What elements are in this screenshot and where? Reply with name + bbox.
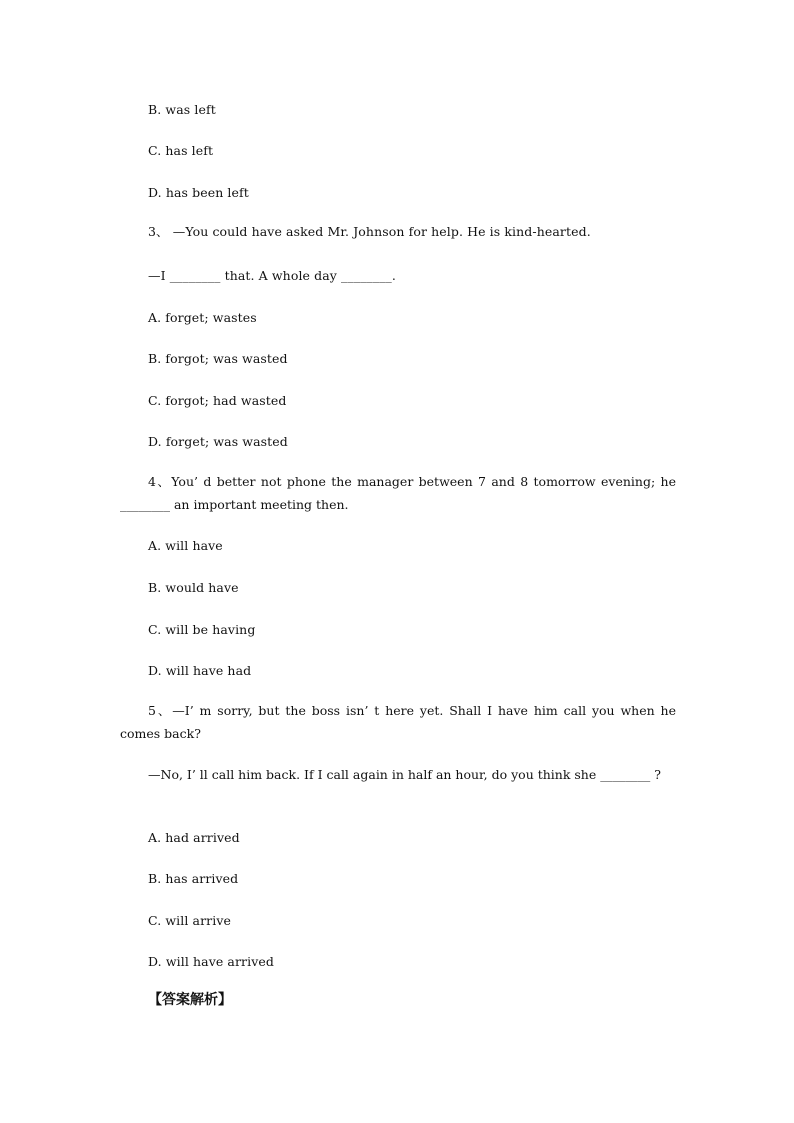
q5-reply: —No, I’ ll call him back. If I call again in half an hour, do you think she ________ ? — [148, 767, 661, 782]
q2-option-c: C. has left — [148, 143, 214, 158]
q4-stem: 4、You’ d better not phone the manager between 7 and 8 tomorrow evening; he ________ an important meeting then. — [120, 474, 676, 512]
q4-option-d: D. will have had — [148, 663, 252, 678]
q3-reply: —I ________ that. A whole day ________. — [148, 268, 396, 283]
q3-option-a: A. forget; wastes — [148, 310, 257, 325]
q5-stem: 5、—I’ m sorry, but the boss isn’ t here yet. Shall I have him call you when he comes back? — [120, 703, 676, 741]
q2-option-d: D. has been left — [148, 185, 249, 200]
q3-option-d: D. forget; was wasted — [148, 434, 288, 449]
q3-option-b: B. forgot; was wasted — [148, 351, 288, 366]
q4-option-a: A. will have — [148, 538, 223, 553]
answer-heading: 【答案解析】 — [148, 992, 232, 1008]
q5-option-a: A. had arrived — [148, 830, 240, 845]
q4-option-c: C. will be having — [148, 622, 256, 637]
q5-option-b: B. has arrived — [148, 871, 239, 886]
q4-option-b: B. would have — [148, 580, 239, 595]
q2-option-b: B. was left — [148, 102, 216, 117]
q5-option-c: C. will arrive — [148, 913, 231, 928]
q3-stem: 3、 —You could have asked Mr. Johnson for help. He is kind-hearted. — [148, 224, 591, 239]
q3-option-c: C. forgot; had wasted — [148, 393, 287, 408]
q5-option-d: D. will have arrived — [148, 954, 274, 969]
